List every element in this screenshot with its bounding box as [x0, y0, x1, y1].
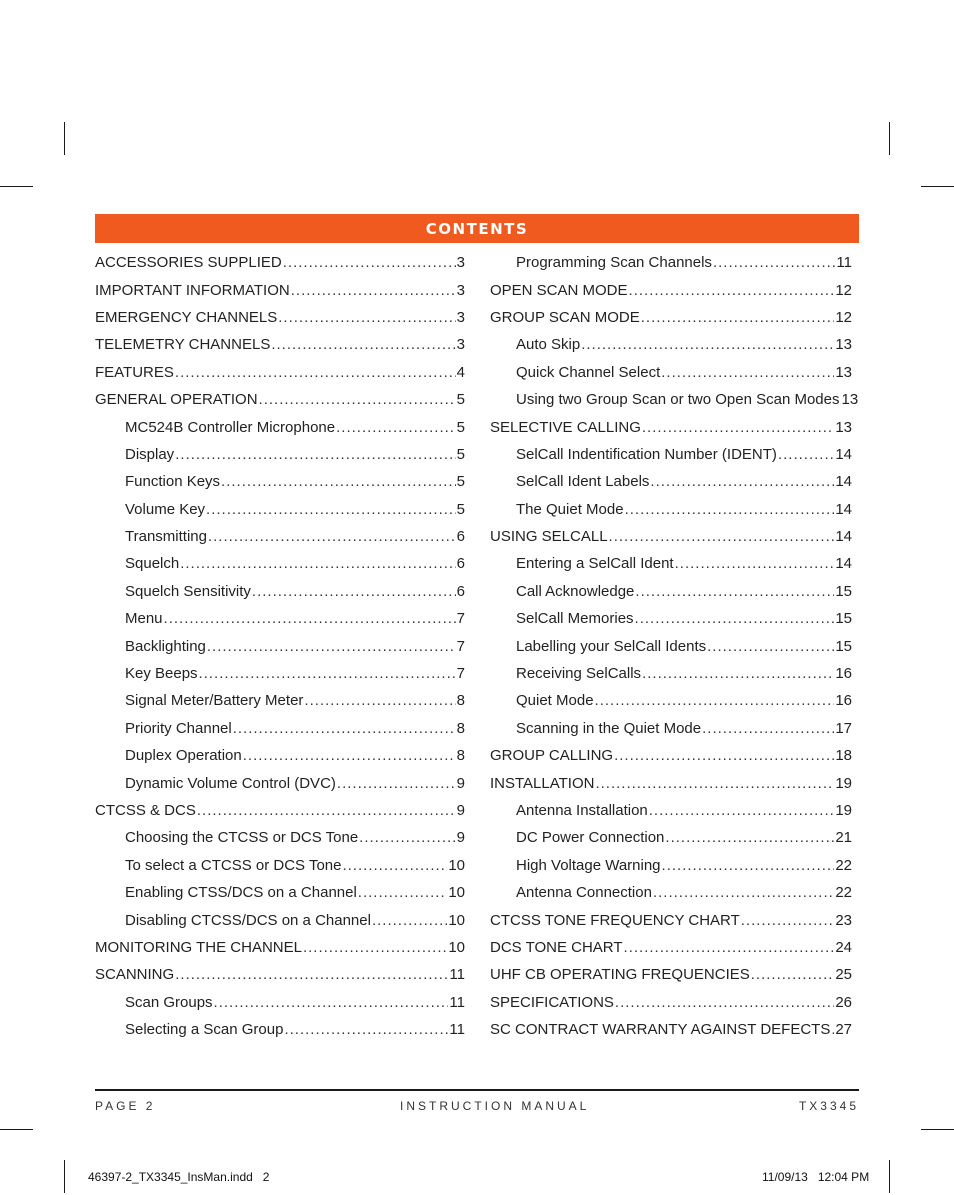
toc-entry-page: 14: [835, 528, 852, 546]
toc-leader-dots: [221, 473, 456, 490]
toc-entry[interactable]: [95, 797, 465, 824]
slug-datetime: 11/09/13 12:04 PM: [762, 1170, 870, 1184]
toc-entry-page: 5: [456, 473, 465, 491]
toc-entry-title: Scanning in the Quiet Mode: [516, 719, 702, 737]
toc-leader-dots: [653, 884, 834, 901]
toc-entry-title: SELECTIVE CALLING: [490, 418, 641, 436]
toc-entry-page: 13: [841, 391, 859, 409]
toc-leader-dots: [164, 610, 456, 627]
toc-entry[interactable]: [486, 687, 852, 714]
toc-leader-dots: [291, 282, 456, 299]
toc-leader-dots: [336, 419, 456, 436]
slug-file-name: 46397-2_TX3345_InsMan.indd 2: [88, 1170, 270, 1184]
toc-entry-page: 11: [449, 1021, 465, 1039]
toc-entry[interactable]: [486, 961, 852, 988]
crop-mark-top-right-h: [921, 186, 954, 187]
footer-manual-title: INSTRUCTION MANUAL: [400, 1099, 590, 1113]
toc-leader-dots: [661, 364, 834, 381]
toc-entry-title: Backlighting: [125, 637, 206, 655]
toc-entry-title: Display: [125, 445, 175, 463]
toc-leader-dots: [831, 1021, 834, 1038]
toc-entry-title: GENERAL OPERATION: [95, 391, 258, 409]
toc-entry[interactable]: [486, 715, 852, 742]
toc-entry-page: 11: [836, 254, 852, 272]
toc-entry[interactable]: [95, 359, 465, 386]
crop-mark-bottom-right-h: [921, 1129, 954, 1130]
toc-entry-title: TELEMETRY CHANNELS: [95, 336, 271, 354]
toc-entry-page: 8: [456, 747, 465, 765]
toc-leader-dots: [214, 994, 449, 1011]
crop-mark-top-right: [889, 122, 890, 155]
toc-entry[interactable]: [486, 441, 852, 468]
toc-leader-dots: [243, 747, 456, 764]
toc-entry-page: 4: [456, 363, 465, 381]
toc-leader-dots: [713, 254, 835, 271]
toc-entry-page: 13: [835, 363, 852, 381]
toc-entry[interactable]: [95, 1016, 465, 1043]
toc-leader-dots: [337, 775, 456, 792]
toc-leader-dots: [303, 939, 447, 956]
toc-entry-page: 15: [835, 637, 852, 655]
toc-leader-dots: [642, 665, 834, 682]
toc-entry-title: GROUP CALLING: [490, 747, 614, 765]
toc-entry-title: EMERGENCY CHANNELS: [95, 308, 278, 326]
toc-leader-dots: [180, 555, 455, 572]
toc-leader-dots: [372, 912, 447, 929]
toc-leader-dots: [665, 829, 834, 846]
toc-entry-page: 6: [456, 582, 465, 600]
toc-entry-title: OPEN SCAN MODE: [490, 281, 628, 299]
toc-entry[interactable]: [95, 852, 465, 879]
toc-entry[interactable]: [486, 386, 859, 413]
toc-entry-page: 3: [456, 308, 465, 326]
crop-mark-bottom-right: [889, 1160, 890, 1193]
toc-entry[interactable]: [486, 413, 852, 440]
toc-entry[interactable]: [95, 331, 465, 358]
toc-entry-page: 7: [456, 637, 465, 655]
toc-entry-page: 3: [456, 336, 465, 354]
toc-entry[interactable]: [95, 496, 465, 523]
toc-entry-page: 10: [448, 938, 465, 956]
toc-leader-dots: [304, 692, 455, 709]
toc-entry-title: CTCSS & DCS: [95, 802, 196, 819]
toc-entry-title: UHF CB OPERATING FREQUENCIES: [490, 966, 750, 984]
toc-entry[interactable]: [486, 769, 852, 796]
toc-entry-page: 25: [835, 966, 852, 984]
toc-entry-page: 19: [835, 802, 852, 819]
toc-entry-page: 22: [835, 856, 852, 874]
toc-entry[interactable]: [95, 550, 465, 577]
toc-entry-page: 17: [835, 719, 852, 737]
toc-entry-title: Enabling CTSS/DCS on a Channel: [125, 884, 357, 902]
toc-entry[interactable]: [95, 660, 465, 687]
toc-leader-dots: [624, 939, 835, 956]
toc-entry-title: Receiving SelCalls: [516, 665, 642, 683]
toc-entry-page: 19: [835, 774, 852, 792]
toc-entry[interactable]: [486, 359, 852, 386]
toc-entry-title: Labelling your SelCall Idents: [516, 637, 707, 655]
toc-entry-page: 14: [835, 445, 852, 463]
toc-entry-title: Auto Skip: [516, 336, 581, 354]
toc-entry[interactable]: [95, 249, 465, 276]
toc-entry-title: Quiet Mode: [516, 692, 594, 710]
toc-entry-title: Priority Channel: [125, 719, 232, 737]
toc-entry-page: 3: [456, 254, 465, 272]
toc-leader-dots: [675, 555, 835, 572]
toc-entry-title: Dynamic Volume Control (DVC): [125, 774, 336, 792]
toc-entry-title: Key Beeps: [125, 665, 198, 683]
page-title: CONTENTS: [425, 219, 529, 238]
toc-entry-page: 8: [456, 719, 465, 737]
toc-entry-title: SCANNING: [95, 966, 175, 984]
toc-leader-dots: [283, 254, 456, 271]
toc-leader-dots: [207, 638, 456, 655]
toc-entry-page: 15: [835, 610, 852, 628]
toc-entry-title: Programming Scan Channels: [516, 254, 712, 272]
toc-leader-dots: [778, 446, 834, 463]
toc-leader-dots: [595, 692, 835, 709]
toc-leader-dots: [615, 994, 834, 1011]
toc-leader-dots: [208, 528, 456, 545]
toc-entry-title: SelCall Memories: [516, 610, 634, 628]
toc-entry[interactable]: [95, 304, 465, 331]
crop-mark-top-left: [64, 122, 65, 155]
toc-entry-page: 10: [448, 884, 465, 902]
toc-entry-title: Choosing the CTCSS or DCS Tone: [125, 829, 359, 847]
toc-leader-dots: [650, 473, 834, 490]
toc-leader-dots: [662, 857, 835, 874]
toc-entry-page: 18: [835, 747, 852, 765]
toc-entry-title: Function Keys: [125, 473, 221, 491]
toc-entry[interactable]: [486, 605, 852, 632]
toc-entry-page: 15: [835, 582, 852, 600]
toc-entry[interactable]: [486, 1016, 852, 1043]
toc-entry[interactable]: [486, 879, 852, 906]
toc-entry[interactable]: [95, 879, 465, 906]
toc-leader-dots: [284, 1021, 448, 1038]
toc-leader-dots: [359, 829, 455, 846]
toc-entry-page: 13: [835, 418, 852, 436]
toc-entry-page: 27: [835, 1021, 852, 1039]
toc-leader-dots: [259, 391, 456, 408]
toc-leader-dots: [595, 775, 834, 792]
toc-entry[interactable]: [486, 550, 852, 577]
toc-entry-page: 22: [835, 884, 852, 902]
footer-rule: [95, 1089, 859, 1091]
toc-entry-title: Volume Key: [125, 500, 206, 518]
toc-entry[interactable]: [486, 906, 852, 933]
toc-entry[interactable]: [486, 852, 852, 879]
toc-entry-title: MC524B Controller Microphone: [125, 418, 336, 436]
toc-entry[interactable]: [95, 632, 465, 659]
toc-entry-title: Using two Group Scan or two Open Scan Modes: [516, 391, 840, 409]
toc-leader-dots: [206, 501, 456, 518]
contents-header-bar: [95, 214, 859, 243]
toc-entry[interactable]: [95, 989, 465, 1016]
toc-entry-title: Transmitting: [125, 528, 207, 546]
toc-entry-page: 11: [449, 993, 465, 1011]
toc-leader-dots: [197, 802, 456, 819]
toc-entry-title: Selecting a Scan Group: [125, 1021, 284, 1039]
toc-entry-page: 5: [456, 500, 465, 518]
toc-entry-title: Quick Channel Select: [516, 363, 661, 381]
toc-entry-title: SelCall Ident Labels: [516, 473, 650, 491]
toc-leader-dots: [702, 720, 834, 737]
toc-leader-dots: [635, 610, 835, 627]
toc-entry-title: IMPORTANT INFORMATION: [95, 281, 290, 299]
toc-entry-page: 13: [835, 336, 852, 354]
toc-entry-title: Squelch: [125, 555, 180, 573]
crop-mark-top-left-h: [0, 186, 33, 187]
toc-entry[interactable]: [95, 687, 465, 714]
toc-entry-title: High Voltage Warning: [516, 856, 661, 874]
crop-mark-bottom-left: [64, 1160, 65, 1193]
toc-entry[interactable]: [486, 468, 852, 495]
toc-entry[interactable]: [95, 715, 465, 742]
toc-entry-page: 12: [835, 281, 852, 299]
toc-entry-title: Antenna Connection: [516, 884, 652, 902]
toc-entry[interactable]: [486, 934, 852, 961]
toc-entry-page: 10: [448, 911, 465, 929]
toc-entry[interactable]: [486, 632, 852, 659]
toc-entry-title: Call Acknowledge: [516, 582, 635, 600]
toc-leader-dots: [358, 884, 448, 901]
toc-entry[interactable]: [95, 769, 465, 796]
toc-leader-dots: [649, 802, 835, 819]
toc-entry[interactable]: [486, 989, 852, 1016]
toc-entry[interactable]: [95, 906, 465, 933]
toc-entry-page: 12: [835, 308, 852, 326]
toc-entry-title: INSTALLATION: [490, 774, 595, 792]
toc-entry[interactable]: [486, 578, 852, 605]
toc-leader-dots: [751, 966, 835, 983]
toc-entry[interactable]: [486, 660, 852, 687]
toc-leader-dots: [271, 336, 455, 353]
footer-model: TX3345: [798, 1099, 859, 1113]
toc-entry-title: USING SELCALL: [490, 528, 608, 546]
toc-entry[interactable]: [486, 304, 852, 331]
toc-leader-dots: [642, 419, 834, 436]
toc-entry-page: 6: [456, 555, 465, 573]
toc-entry[interactable]: [95, 934, 465, 961]
toc-leader-dots: [252, 583, 456, 600]
toc-entry-title: SPECIFICATIONS: [490, 993, 614, 1011]
toc-entry[interactable]: [486, 523, 852, 550]
toc-leader-dots: [175, 364, 456, 381]
toc-entry-page: 14: [835, 555, 852, 573]
toc-leader-dots: [175, 446, 455, 463]
crop-mark-bottom-left-h: [0, 1129, 33, 1130]
toc-left-column: [95, 249, 465, 1043]
toc-entry-title: Entering a SelCall Ident: [516, 555, 674, 573]
toc-entry[interactable]: [95, 961, 465, 988]
toc-leader-dots: [342, 857, 447, 874]
toc-entry-page: 14: [835, 473, 852, 491]
toc-entry-page: 24: [835, 938, 852, 956]
toc-entry[interactable]: [95, 742, 465, 769]
toc-leader-dots: [629, 282, 835, 299]
toc-entry-page: 5: [456, 445, 465, 463]
toc-leader-dots: [641, 309, 835, 326]
toc-entry[interactable]: [486, 496, 852, 523]
toc-entry[interactable]: [486, 742, 852, 769]
toc-entry-title: Squelch Sensitivity: [125, 582, 251, 600]
toc-entry-title: Duplex Operation: [125, 747, 242, 765]
toc-entry-title: GROUP SCAN MODE: [490, 308, 640, 326]
toc-entry-title: The Quiet Mode: [516, 500, 624, 518]
toc-entry-title: Antenna Installation: [516, 802, 648, 819]
toc-entry-page: 6: [456, 528, 465, 546]
toc-entry[interactable]: [95, 413, 465, 440]
toc-entry-page: 3: [456, 281, 465, 299]
toc-entry-page: 10: [448, 856, 465, 874]
toc-entry[interactable]: [95, 824, 465, 851]
toc-entry-page: 21: [835, 829, 852, 847]
toc-entry[interactable]: [486, 249, 852, 276]
toc-leader-dots: [741, 912, 835, 929]
toc-entry-page: 7: [456, 610, 465, 628]
toc-entry[interactable]: [95, 386, 465, 413]
toc-entry-page: 5: [456, 391, 465, 409]
toc-entry-title: Disabling CTCSS/DCS on a Channel: [125, 911, 371, 929]
toc-entry-title: Menu: [125, 610, 163, 628]
toc-entry[interactable]: [95, 578, 465, 605]
toc-entry-page: 16: [835, 665, 852, 683]
toc-entry-title: MONITORING THE CHANNEL: [95, 938, 302, 956]
toc-leader-dots: [635, 583, 834, 600]
toc-entry-title: SelCall Indentification Number (IDENT): [516, 445, 777, 463]
toc-leader-dots: [233, 720, 456, 737]
toc-entry-title: FEATURES: [95, 363, 174, 381]
toc-entry-page: 11: [449, 966, 465, 984]
toc-leader-dots: [609, 528, 835, 545]
toc-entry-page: 9: [456, 802, 465, 819]
toc-leader-dots: [199, 665, 456, 682]
toc-entry[interactable]: [95, 523, 465, 550]
toc-leader-dots: [278, 309, 455, 326]
toc-entry-page: 9: [456, 774, 465, 792]
toc-entry-page: 23: [835, 911, 852, 929]
toc-leader-dots: [581, 336, 834, 353]
toc-entry-title: SC CONTRACT WARRANTY AGAINST DEFECTS: [490, 1021, 831, 1039]
toc-leader-dots: [175, 966, 448, 983]
toc-entry-page: 14: [835, 500, 852, 518]
toc-leader-dots: [625, 501, 835, 518]
toc-entry-title: DCS TONE CHART: [490, 938, 623, 956]
toc-entry[interactable]: [95, 441, 465, 468]
toc-entry-title: Scan Groups: [125, 993, 213, 1011]
footer-page-label: PAGE 2: [95, 1099, 156, 1113]
toc-leader-dots: [707, 638, 834, 655]
toc-entry-title: ACCESSORIES SUPPLIED: [95, 254, 282, 272]
toc-entry-page: 16: [835, 692, 852, 710]
toc-entry-title: DC Power Connection: [516, 829, 665, 847]
toc-entry[interactable]: [95, 605, 465, 632]
toc-entry[interactable]: [486, 824, 852, 851]
toc-entry-title: CTCSS TONE FREQUENCY CHART: [490, 911, 740, 929]
toc-entry[interactable]: [486, 797, 852, 824]
toc-entry-page: 9: [456, 829, 465, 847]
toc-leader-dots: [614, 747, 834, 764]
toc-right-column: [486, 249, 859, 1043]
toc-entry-title: To select a CTCSS or DCS Tone: [125, 856, 342, 874]
toc-entry-page: 26: [835, 993, 852, 1011]
toc-entry-page: 8: [456, 692, 465, 710]
toc-entry[interactable]: [486, 331, 852, 358]
toc-entry-title: Signal Meter/Battery Meter: [125, 692, 304, 710]
toc-entry[interactable]: [486, 276, 852, 303]
toc-entry-page: 5: [456, 418, 465, 436]
toc-entry[interactable]: [95, 276, 465, 303]
toc-entry[interactable]: [95, 468, 465, 495]
toc-entry-page: 7: [456, 665, 465, 683]
